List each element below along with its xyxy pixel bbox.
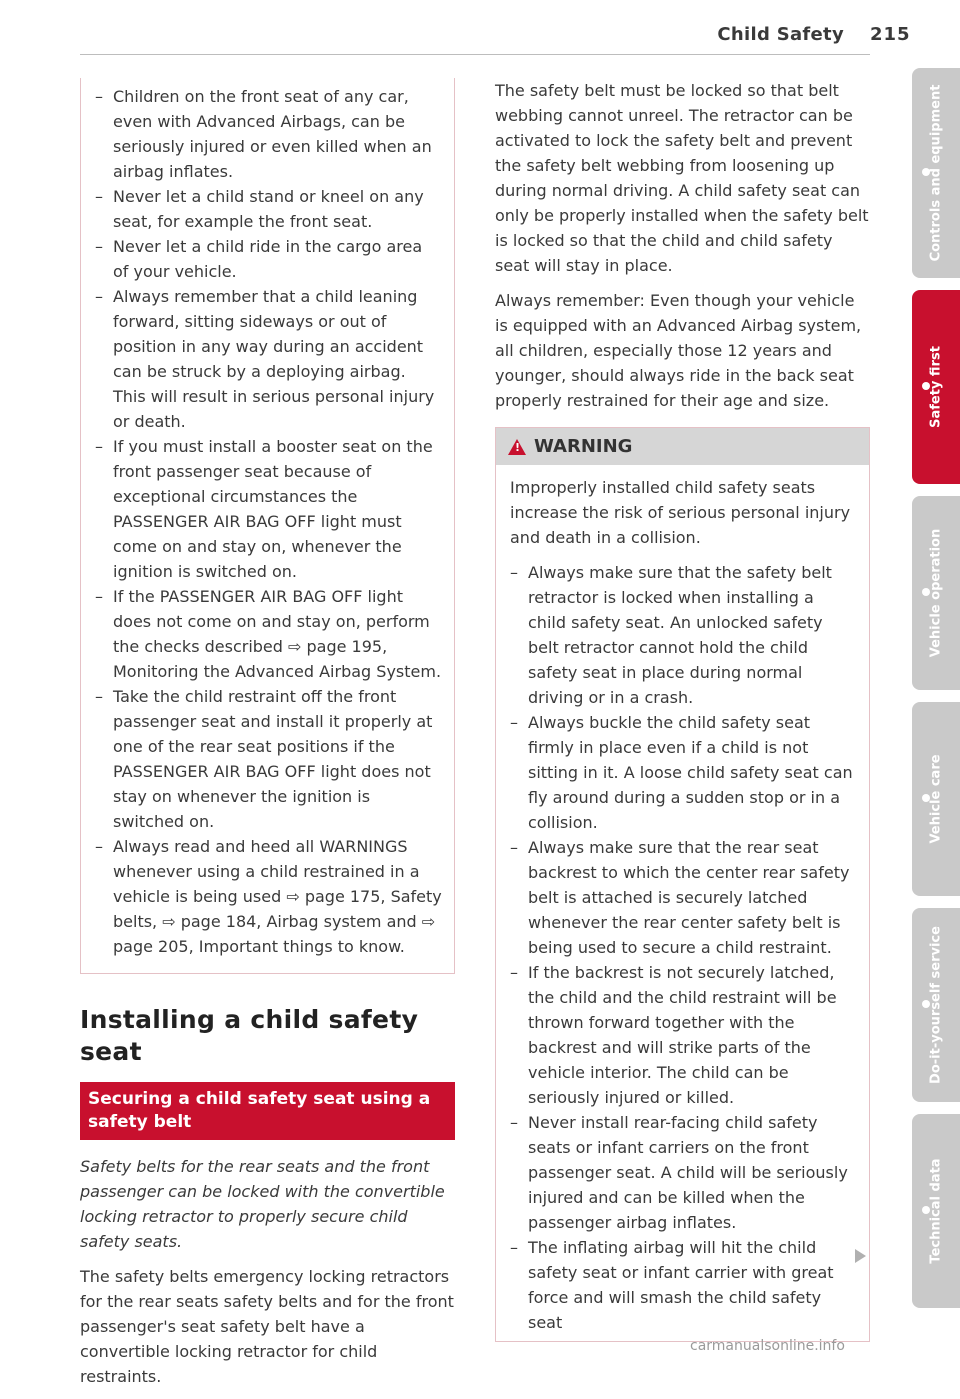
warning-list [510, 560, 855, 1335]
side-tab-label: Vehicle operation [928, 528, 944, 658]
list-item: – The inflating airbag will hit the child safety seat or infant carrier with great force and will smash the child safety seat [510, 1235, 855, 1335]
list-item: – If the PASSENGER AIR BAG OFF light does not come on and stay on, perform the checks described ⇨ page 195, Monitoring the Advanced Airbag System. [95, 584, 442, 684]
list-item: – Never install rear-facing child safety seats or infant carriers on the front passenger seat. A child will be seriously injured and can be killed when the passenger airbag inflates. [510, 1110, 855, 1235]
list-item: – If you must install a booster seat on the front passenger seat because of exceptional circumstances the PASSENGER AIR BAG OFF light must come on and stay on, whenever the ignition is switched on. [95, 434, 442, 584]
list-item: – Always buckle the child safety seat firmly in place even if a child is not sitting in it. A loose child safety seat can fly around during a sudden stop or in a collision. [510, 710, 855, 835]
section-paragraph: The safety belts emergency locking retractors for the rear seats safety belts and for the front passenger's seat safety belt have a convertible locking retractor for child restraints. [80, 1267, 454, 1386]
side-tab-safety-first[interactable] [912, 290, 960, 484]
section-intro: Safety belts for the rear seats and the front passenger can be locked with the convertible locking retractor to properly secure child safety seats. [80, 1157, 445, 1251]
header-rule [80, 54, 870, 55]
continued-warning-list [95, 84, 442, 959]
continued-warning-box [80, 78, 455, 974]
side-tab-technical-data[interactable] [912, 1114, 960, 1308]
page-number: 215 [870, 24, 911, 45]
list-item: – Always remember that a child leaning forward, sitting sideways or out of position in any way during an accident can be struck by a deploying airbag. This will result in serious personal injury or death. [95, 284, 442, 434]
list-item: – Always make sure that the safety belt retractor is locked when installing a child safety seat. An unlocked safety belt retractor cannot hold the child safety seat in place during normal driving or in a crash. [510, 560, 855, 710]
side-tab-vehicle-operation[interactable] [912, 496, 960, 690]
side-tab-label: Do-it-yourself service [928, 926, 944, 1084]
body-paragraph: The safety belt must be locked so that belt webbing cannot unreel. The retractor can be activated to lock the safety belt and prevent the safety belt webbing from loosening up during normal driving. A child safety seat can only be properly installed when the safety belt is locked so that the child and child safety seat will stay in place. [495, 81, 869, 275]
warning-triangle-icon [508, 439, 526, 455]
continue-arrow-icon [855, 1249, 866, 1263]
list-item: – Always read and heed all WARNINGS whenever using a child restrained in a vehicle is being used ⇨ page 175, Safety belts, ⇨ page 184, Airbag system and ⇨ page 205, Important things to know. [95, 834, 442, 959]
list-item: – Always make sure that the rear seat backrest to which the center rear safety belt is attached is securely latched whenever the rear center safety belt is being used to secure a child restraint. [510, 835, 855, 960]
right-column [495, 78, 870, 1342]
body-paragraph: Always remember: Even though your vehicle is equipped with an Advanced Airbag system, all children, especially those 12 years and younger, should always ride in the back seat properly restrained for their age and size. [495, 291, 862, 410]
list-item: – Take the child restraint off the front passenger seat and install it properly at one of the rear seat positions if the PASSENGER AIR BAG OFF light does not stay on whenever the ignition is switched on. [95, 684, 442, 834]
warning-intro: Improperly installed child safety seats increase the risk of serious personal injury and death in a collision. [510, 478, 851, 547]
running-header-title: Child Safety [717, 24, 844, 45]
side-tab-label: Vehicle care [928, 754, 944, 844]
warning-label: WARNING [534, 436, 633, 457]
side-tab-label: Controls and equipment [928, 84, 944, 262]
side-tab-label: Safety first [928, 346, 944, 428]
left-column [80, 78, 455, 1399]
list-item: – Never let a child ride in the cargo area of your vehicle. [95, 234, 442, 284]
side-tab-nav [910, 0, 960, 1361]
side-tab-vehicle-care[interactable] [912, 702, 960, 896]
watermark: carmanualsonline.info [690, 1338, 845, 1354]
warning-body [496, 465, 869, 1341]
list-item: – Children on the front seat of any car, even with Advanced Airbags, can be seriously injured or even killed when an airbag inflates. [95, 84, 442, 184]
side-tab-label: Technical data [928, 1158, 944, 1264]
side-tab-diy-service[interactable] [912, 908, 960, 1102]
warning-box [495, 427, 870, 1342]
subsection-title: Securing a child safety seat using a safety belt [80, 1082, 455, 1140]
side-tab-controls[interactable] [912, 68, 960, 278]
list-item: – Never let a child stand or kneel on any seat, for example the front seat. [95, 184, 442, 234]
section-title: Installing a child safety seat [80, 1005, 419, 1066]
list-item: – If the backrest is not securely latched, the child and the child restraint will be thrown forward together with the backrest and will strike parts of the vehicle interior. The child can be seriously injured or killed. [510, 960, 855, 1110]
warning-header [496, 428, 869, 465]
